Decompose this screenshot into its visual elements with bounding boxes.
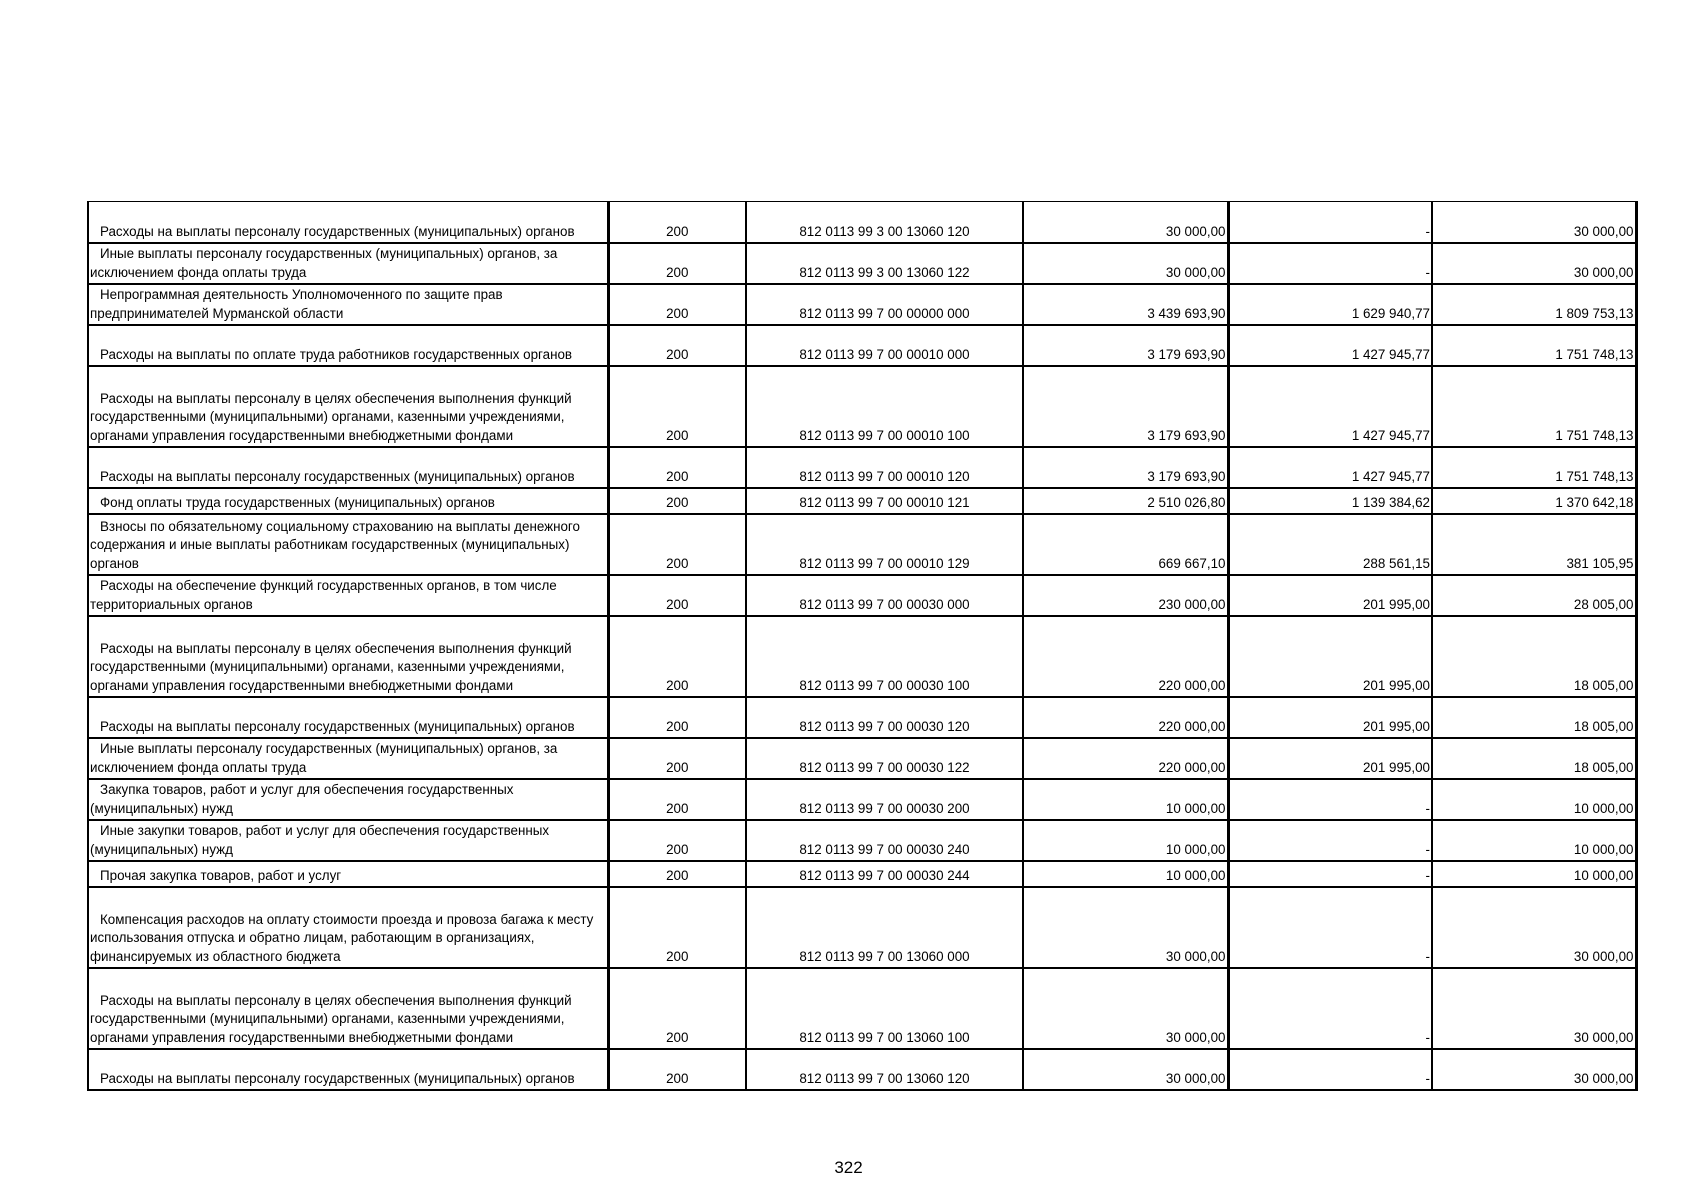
table-row xyxy=(88,820,1636,861)
row-name-text: Компенсация расходов на оплату стоимости проезда и провоза багажа к месту использования отпуска и обратно лицам, работающим в организациях, финансируемых из областного бюджета xyxy=(90,911,594,964)
row-approved-cell: 10 000,00 xyxy=(1023,820,1228,861)
row-code-cell: 200 xyxy=(608,861,746,887)
row-code-cell: 200 xyxy=(608,514,746,575)
row-name-text: Непрограммная деятельность Уполномоченного по защите прав предпринимателей Мурманской области xyxy=(90,287,503,321)
row-executed-cell: - xyxy=(1228,861,1432,887)
row-executed-cell: 1 427 945,77 xyxy=(1228,325,1432,366)
row-unexecuted-cell: 30 000,00 xyxy=(1432,243,1636,284)
row-executed-cell: 1 629 940,77 xyxy=(1228,284,1432,325)
row-name-text: Взносы по обязательному социальному страхованию на выплаты денежного содержания и иные выплаты работникам государственных (муниципальных) органов xyxy=(90,518,580,571)
row-unexecuted-cell: 30 000,00 xyxy=(1432,1049,1636,1090)
table-row xyxy=(88,1049,1636,1090)
row-name-text: Расходы на выплаты по оплате труда работников государственных органов xyxy=(100,346,573,362)
row-code-cell: 200 xyxy=(608,616,746,697)
row-name-cell xyxy=(88,488,608,514)
row-code-cell: 200 xyxy=(608,738,746,779)
row-kbk-cell: 812 0113 99 7 00 00030 200 xyxy=(746,779,1023,820)
table-row xyxy=(88,514,1636,575)
row-kbk-cell: 812 0113 99 7 00 00010 120 xyxy=(746,447,1023,488)
row-kbk-cell: 812 0113 99 7 00 00030 100 xyxy=(746,616,1023,697)
row-executed-cell: 1 139 384,62 xyxy=(1228,488,1432,514)
row-unexecuted-cell: 1 370 642,18 xyxy=(1432,488,1636,514)
row-name-text: Расходы на выплаты персоналу в целях обеспечения выполнения функций государственными (муниципальными) органами, казенными учреждениями, органами управления государственными внебюджетными фондами xyxy=(90,992,572,1045)
row-executed-cell: - xyxy=(1228,820,1432,861)
row-code-cell: 200 xyxy=(608,887,746,968)
row-name-text: Иные выплаты персоналу государственных (муниципальных) органов, за исключением фонда оплаты труда xyxy=(90,246,558,280)
row-kbk-cell: 812 0113 99 7 00 00010 100 xyxy=(746,366,1023,447)
row-name-text: Расходы на выплаты персоналу в целях обеспечения выполнения функций государственными (муниципальными) органами, казенными учреждениями, органами управления государственными внебюджетными фондами xyxy=(90,390,572,443)
row-unexecuted-cell: 18 005,00 xyxy=(1432,616,1636,697)
row-approved-cell: 3 179 693,90 xyxy=(1023,447,1228,488)
row-approved-cell: 2 510 026,80 xyxy=(1023,488,1228,514)
table-row xyxy=(88,968,1636,1049)
row-executed-cell: 1 427 945,77 xyxy=(1228,366,1432,447)
row-code-cell: 200 xyxy=(608,447,746,488)
row-unexecuted-cell: 1 751 748,13 xyxy=(1432,447,1636,488)
row-kbk-cell: 812 0113 99 7 00 00010 121 xyxy=(746,488,1023,514)
row-kbk-cell: 812 0113 99 7 00 00030 240 xyxy=(746,820,1023,861)
table-row xyxy=(88,243,1636,284)
table-row xyxy=(88,202,1636,243)
row-name-text: Расходы на выплаты персоналу государственных (муниципальных) органов xyxy=(100,468,575,484)
row-executed-cell: 1 427 945,77 xyxy=(1228,447,1432,488)
row-kbk-cell: 812 0113 99 7 00 13060 120 xyxy=(746,1049,1023,1090)
row-name-cell xyxy=(88,325,608,366)
row-unexecuted-cell: 381 105,95 xyxy=(1432,514,1636,575)
row-executed-cell: 288 561,15 xyxy=(1228,514,1432,575)
row-code-cell: 200 xyxy=(608,488,746,514)
row-executed-cell: 201 995,00 xyxy=(1228,738,1432,779)
row-executed-cell: 201 995,00 xyxy=(1228,616,1432,697)
row-name-text: Иные выплаты персоналу государственных (муниципальных) органов, за исключением фонда оплаты труда xyxy=(90,741,558,775)
row-name-cell xyxy=(88,697,608,738)
page-number: 322 xyxy=(834,1158,863,1177)
row-name-text: Расходы на выплаты персоналу государственных (муниципальных) органов xyxy=(100,223,575,239)
row-executed-cell: - xyxy=(1228,968,1432,1049)
row-code-cell: 200 xyxy=(608,202,746,243)
row-code-cell: 200 xyxy=(608,820,746,861)
row-name-text: Расходы на выплаты персоналу в целях обеспечения выполнения функций государственными (муниципальными) органами, казенными учреждениями, органами управления государственными внебюджетными фондами xyxy=(90,640,572,693)
table-row xyxy=(88,697,1636,738)
table-row xyxy=(88,887,1636,968)
row-approved-cell: 220 000,00 xyxy=(1023,697,1228,738)
row-approved-cell: 30 000,00 xyxy=(1023,968,1228,1049)
row-name-cell xyxy=(88,820,608,861)
row-code-cell: 200 xyxy=(608,284,746,325)
row-executed-cell: - xyxy=(1228,243,1432,284)
row-name-text: Прочая закупка товаров, работ и услуг xyxy=(100,867,342,883)
row-kbk-cell: 812 0113 99 7 00 13060 100 xyxy=(746,968,1023,1049)
row-kbk-cell: 812 0113 99 7 00 00030 122 xyxy=(746,738,1023,779)
row-kbk-cell: 812 0113 99 7 00 00010 000 xyxy=(746,325,1023,366)
row-approved-cell: 10 000,00 xyxy=(1023,779,1228,820)
row-code-cell: 200 xyxy=(608,779,746,820)
table-row xyxy=(88,366,1636,447)
row-executed-cell: - xyxy=(1228,887,1432,968)
row-kbk-cell: 812 0113 99 3 00 13060 122 xyxy=(746,243,1023,284)
table-row xyxy=(88,325,1636,366)
row-name-text: Фонд оплаты труда государственных (муниципальных) органов xyxy=(100,494,495,510)
row-code-cell: 200 xyxy=(608,325,746,366)
row-executed-cell: - xyxy=(1228,202,1432,243)
row-unexecuted-cell: 30 000,00 xyxy=(1432,887,1636,968)
row-name-text: Иные закупки товаров, работ и услуг для обеспечения государственных (муниципальных) нужд xyxy=(90,823,550,857)
table-row xyxy=(88,779,1636,820)
row-approved-cell: 30 000,00 xyxy=(1023,887,1228,968)
row-approved-cell: 30 000,00 xyxy=(1023,202,1228,243)
row-name-cell xyxy=(88,366,608,447)
row-unexecuted-cell: 1 809 753,13 xyxy=(1432,284,1636,325)
row-name-text: Расходы на обеспечение функций государственных органов, в том числе территориальных органов xyxy=(90,578,557,612)
row-name-cell xyxy=(88,284,608,325)
row-code-cell: 200 xyxy=(608,968,746,1049)
row-name-cell xyxy=(88,1049,608,1090)
row-unexecuted-cell: 10 000,00 xyxy=(1432,861,1636,887)
row-unexecuted-cell: 30 000,00 xyxy=(1432,202,1636,243)
row-unexecuted-cell: 18 005,00 xyxy=(1432,738,1636,779)
row-name-cell xyxy=(88,243,608,284)
row-unexecuted-cell: 28 005,00 xyxy=(1432,575,1636,616)
row-kbk-cell: 812 0113 99 7 00 00030 244 xyxy=(746,861,1023,887)
row-executed-cell: 201 995,00 xyxy=(1228,575,1432,616)
row-unexecuted-cell: 30 000,00 xyxy=(1432,968,1636,1049)
table-row xyxy=(88,861,1636,887)
row-unexecuted-cell: 10 000,00 xyxy=(1432,820,1636,861)
row-kbk-cell: 812 0113 99 3 00 13060 120 xyxy=(746,202,1023,243)
table-body xyxy=(88,202,1636,1090)
row-approved-cell: 220 000,00 xyxy=(1023,738,1228,779)
row-unexecuted-cell: 18 005,00 xyxy=(1432,697,1636,738)
row-name-text: Закупка товаров, работ и услуг для обеспечения государственных (муниципальных) нужд xyxy=(90,782,514,816)
row-executed-cell: - xyxy=(1228,779,1432,820)
row-name-cell xyxy=(88,779,608,820)
row-kbk-cell: 812 0113 99 7 00 00000 000 xyxy=(746,284,1023,325)
row-executed-cell: 201 995,00 xyxy=(1228,697,1432,738)
row-name-cell xyxy=(88,616,608,697)
row-approved-cell: 3 439 693,90 xyxy=(1023,284,1228,325)
table-row xyxy=(88,284,1636,325)
budget-execution-table xyxy=(87,201,1638,1091)
table-row xyxy=(88,575,1636,616)
row-unexecuted-cell: 1 751 748,13 xyxy=(1432,366,1636,447)
row-approved-cell: 30 000,00 xyxy=(1023,1049,1228,1090)
row-code-cell: 200 xyxy=(608,1049,746,1090)
row-approved-cell: 220 000,00 xyxy=(1023,616,1228,697)
row-unexecuted-cell: 1 751 748,13 xyxy=(1432,325,1636,366)
row-name-cell xyxy=(88,738,608,779)
row-name-cell xyxy=(88,861,608,887)
row-approved-cell: 230 000,00 xyxy=(1023,575,1228,616)
row-approved-cell: 30 000,00 xyxy=(1023,243,1228,284)
table-row xyxy=(88,616,1636,697)
row-code-cell: 200 xyxy=(608,366,746,447)
row-kbk-cell: 812 0113 99 7 00 00030 120 xyxy=(746,697,1023,738)
row-name-cell xyxy=(88,514,608,575)
table-row xyxy=(88,488,1636,514)
row-code-cell: 200 xyxy=(608,243,746,284)
row-code-cell: 200 xyxy=(608,697,746,738)
row-name-text: Расходы на выплаты персоналу государственных (муниципальных) органов xyxy=(100,1070,575,1086)
row-approved-cell: 10 000,00 xyxy=(1023,861,1228,887)
row-name-cell xyxy=(88,887,608,968)
table-row xyxy=(88,738,1636,779)
row-unexecuted-cell: 10 000,00 xyxy=(1432,779,1636,820)
row-name-cell xyxy=(88,575,608,616)
row-approved-cell: 3 179 693,90 xyxy=(1023,325,1228,366)
row-name-text: Расходы на выплаты персоналу государственных (муниципальных) органов xyxy=(100,718,575,734)
row-name-cell xyxy=(88,202,608,243)
table-row xyxy=(88,447,1636,488)
row-kbk-cell: 812 0113 99 7 00 13060 000 xyxy=(746,887,1023,968)
row-kbk-cell: 812 0113 99 7 00 00030 000 xyxy=(746,575,1023,616)
row-executed-cell: - xyxy=(1228,1049,1432,1090)
row-code-cell: 200 xyxy=(608,575,746,616)
row-approved-cell: 669 667,10 xyxy=(1023,514,1228,575)
row-name-cell xyxy=(88,447,608,488)
row-approved-cell: 3 179 693,90 xyxy=(1023,366,1228,447)
row-name-cell xyxy=(88,968,608,1049)
row-kbk-cell: 812 0113 99 7 00 00010 129 xyxy=(746,514,1023,575)
